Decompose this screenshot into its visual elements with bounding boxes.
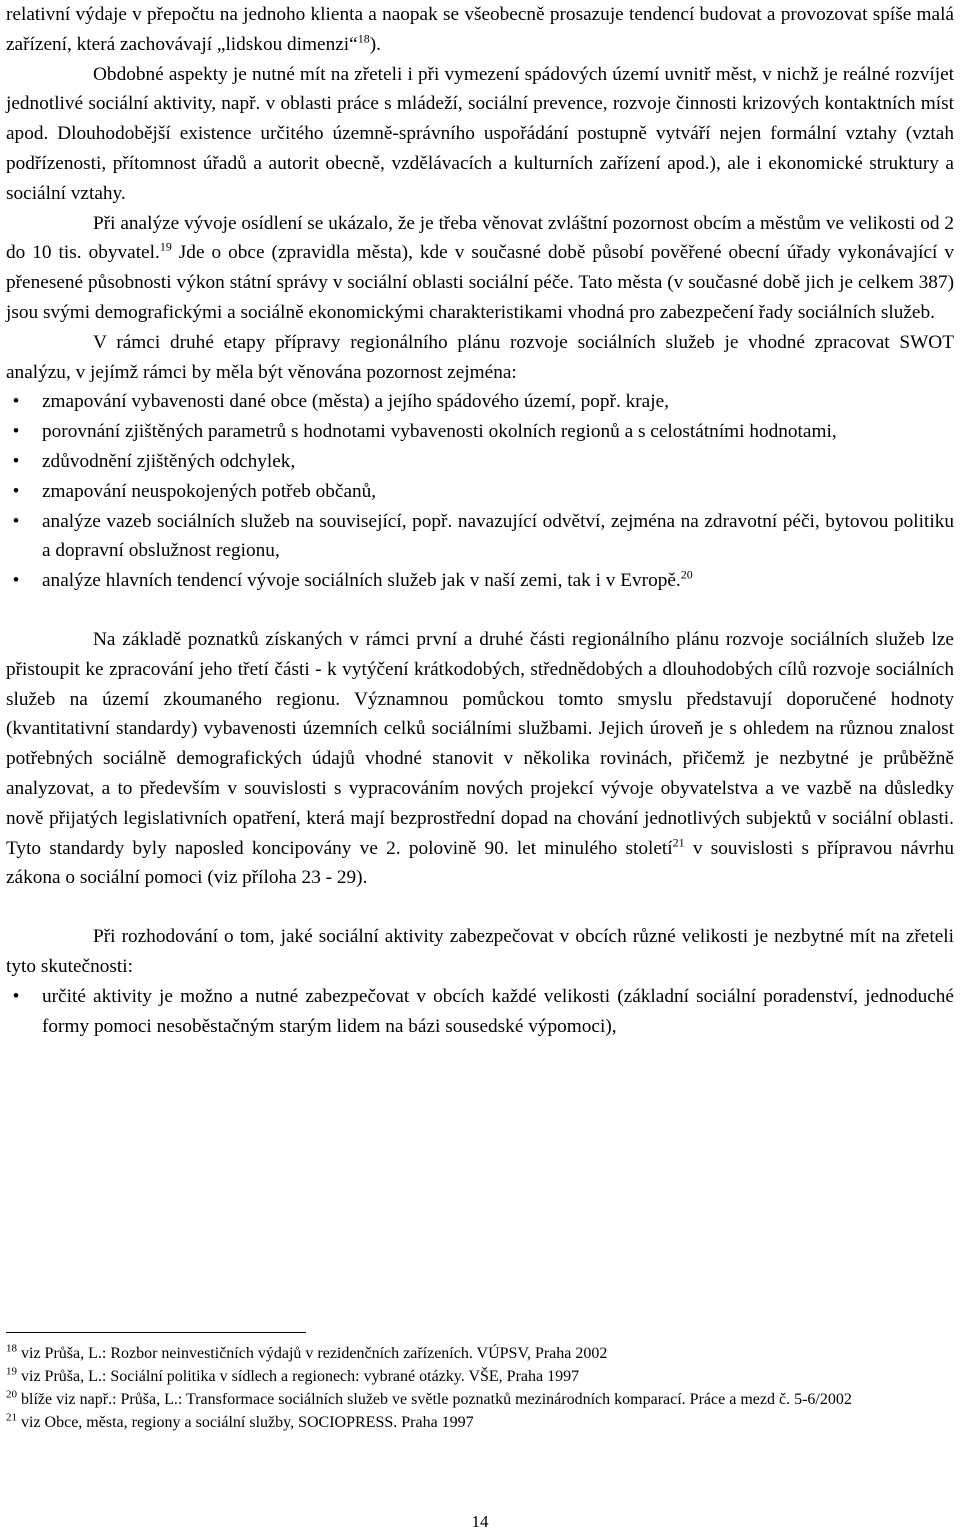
bullet-icon: •	[12, 450, 20, 472]
page-number: 14	[471, 1512, 489, 1531]
list-item: • zmapování neuspokojených potřeb občanů,	[6, 477, 954, 507]
footnote-18: $^{18}$ viz Průša, L.: Rozbor neinvestičních výdajů v rezidenčních zařízeních. VÚPSV, Praha 2002	[6, 1342, 608, 1362]
bullet-icon: •	[12, 510, 20, 532]
paragraph-settlement-analysis: Při analýze vývoje osídlení se ukázalo, že je třeba věnovat zvláštní pozornost obcím a městům ve velikosti od 2 do 10 tis. obyvatel.$^{19}$ Jde o obce (zpravidla města), kde v současné době působí pověřené obecní úřady vykonávající v přenesené působnosti výkon státní správy v sociální oblasti sociální péče. Tato města (v současné době jich je celkem 387) jsou svými demografickými a sociálně ekonomickými charakteristikami vhodná pro zabezpečení řady sociálních služeb.	[6, 212, 955, 323]
footnote-19: $^{19}$ viz Průša, L.: Sociální politika v sídlech a regionech: vybrané otázky. VŠE, Praha 1997	[6, 1365, 580, 1385]
spacer	[6, 893, 954, 922]
footnote-ref-20: 20	[680, 567, 693, 582]
bullet-icon: •	[12, 570, 20, 592]
list-item: • zmapování vybavenosti dané obce (města) a jejího spádového území, popř. kraje,	[6, 387, 954, 417]
body-text	[6, 0, 954, 1041]
footnote-separator	[6, 1332, 306, 1333]
paragraph-continuation: relativní výdaje v přepočtu na jednoho klienta a naopak se všeobecně prosazuje tendencí budovat a provozovat spíše malá zařízení, která zachovávají „lidskou dimenzi“$^{18}$).	[6, 4, 954, 55]
list-item: • určité aktivity je možno a nutné zabezpečovat v obcích každé velikosti (základní sociální poradenství, jednoduché formy pomoci nesoběstačným starým lidem na bázi sousedské výpomoci),	[6, 982, 954, 1042]
footnote-20: $^{20}$ blíže viz např.: Průša, L.: Transformace sociálních služeb ve světle poznatků mezinárodních komparací. Práce a mezd č. 5-6/2002	[6, 1388, 852, 1408]
list-item: • porovnání zjištěných parametrů s hodnotami vybavenosti okolních regionů a s celostátními hodnotami,	[6, 417, 954, 447]
footnote-ref-21: 21	[672, 835, 685, 850]
footnotes	[6, 1342, 954, 1434]
bullet-icon: •	[12, 480, 20, 502]
list-item: • analýze vazeb sociálních služeb na související, popř. navazující odvětví, zejména na zdravotní péči, bytovou politiku a dopravní obslužnost regionu,	[6, 507, 954, 567]
footnote-21: $^{21}$ viz Obce, města, regiony a sociální služby, SOCIOPRESS. Praha 1997	[6, 1411, 474, 1431]
list-item: • analýze hlavních tendencí vývoje sociálních služeb jak v naší zemi, tak i v Evropě.$^{20}$	[6, 566, 954, 596]
paragraph-swot-intro: V rámci druhé etapy přípravy regionálního plánu rozvoje sociálních služeb je vhodné zpracovat SWOT analýzu, v jejímž rámci by měla být věnována pozornost zejména:	[6, 331, 954, 383]
footnote-ref-19: 19	[159, 239, 172, 254]
swot-bullet-list	[6, 387, 954, 596]
decision-bullet-list	[6, 982, 954, 1042]
bullet-icon: •	[12, 421, 20, 443]
footnote-ref-18: 18	[357, 31, 370, 46]
spacer	[6, 596, 954, 625]
bullet-icon: •	[12, 391, 20, 413]
bullet-icon: •	[12, 985, 20, 1007]
paragraph-decision-intro: Při rozhodování o tom, jaké sociální aktivity zabezpečovat v obcích různé velikosti je nezbytné mít na zřeteli tyto skutečnosti:	[6, 926, 954, 977]
paragraph-spatial-areas: Obdobné aspekty je nutné mít na zřeteli i při vymezení spádových území uvnitř měst, v nichž je reálné rozvíjet jednotlivé sociální aktivity, např. v oblasti práce s mládeží, sociální prevence, rozvoje činnosti krizových kontaktních míst apod. Dlouhodobější existence určitého územně-správního uspořádání postupně vytváří nejen formální vztahy (vztah podřízenosti, přítomnost úřadů a autorit obecně, vzdělávacích a kulturních zařízení apod.), ale i ekonomické struktury a sociální vztahy.	[6, 63, 954, 204]
paragraph-third-part: Na základě poznatků získaných v rámci první a druhé části regionálního plánu rozvoje sociálních služeb lze přistoupit ke zpracování jeho třetí části - k vytýčení krátkodobých, střednědobých a dlouhodobých cílů rozvoje sociálních služeb na území zkoumaného regionu. Významnou pomůckou tomto smyslu představují doporučené hodnoty (kvantitativní standardy) vybavenosti územních celků sociálními službami. Jejich úroveň je s ohledem na různou znalost potřebných sociálně demografických údajů vhodné stanovit v několika rovinách, přičemž je nezbytné je průběžně analyzovat, a to především v souvislosti s vypracováním nových projekcí vývoje obyvatelstva a ve vazbě na důsledky nově přijatých legislativních opatření, která mají bezprostřední dopad na chování jednotlivých subjektů v sociální oblasti. Tyto standardy byly naposled koncipovány ve 2. polovině 90. let minulého století$^{21}$ v souvislosti s přípravou návrhu zákona o sociální pomoci (viz příloha 23 - 29).	[6, 628, 955, 889]
list-item: • zdůvodnění zjištěných odchylek,	[6, 447, 954, 477]
